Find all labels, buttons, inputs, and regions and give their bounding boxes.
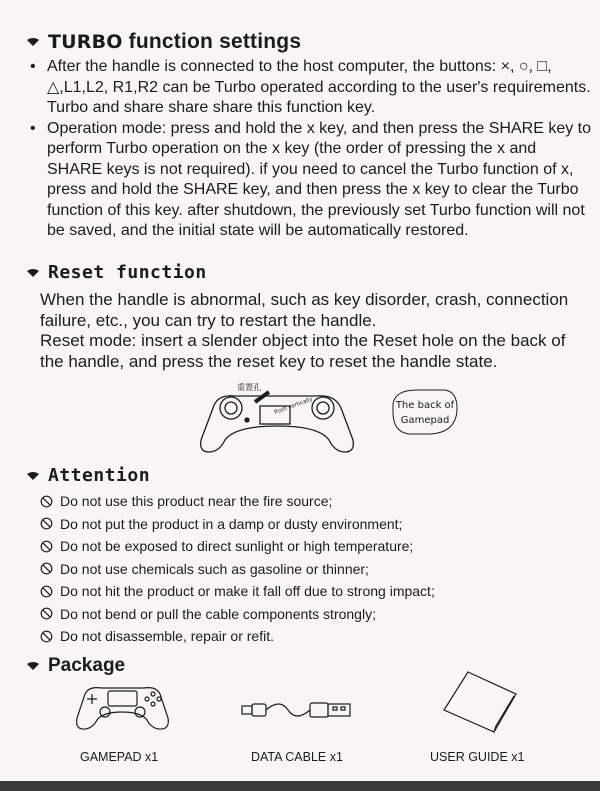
- attention-item-text: Do not put the product in a damp or dusty environment;: [60, 515, 403, 532]
- gamepad-back-diagram: [195, 378, 485, 458]
- prohibited-icon: [40, 585, 53, 598]
- bullet-dot: •: [30, 58, 36, 75]
- reset-heading-text: Reset function: [48, 262, 207, 283]
- bullet-dot: •: [30, 119, 36, 137]
- attention-item-text: Do not bend or pull the cable components strongly;: [60, 605, 376, 622]
- prohibited-icon: [40, 607, 53, 620]
- attention-list: [40, 490, 435, 648]
- heading-bullet-icon: [26, 268, 40, 278]
- attention-item-text: Do not hit the product or make it fall off due to strong impact;: [60, 583, 435, 599]
- reset-paragraph: Reset mode: insert a slender object into the Reset hole on the back of the handle, and press the reset key to reset the handle state.: [40, 331, 566, 371]
- attention-item-text: Do not use chemicals such as gasoline or thinner;: [60, 560, 369, 577]
- prohibited-icon: [40, 517, 53, 530]
- back-of-gamepad-callout: [393, 390, 457, 434]
- push-vertically-label: Push vertically: [273, 396, 314, 416]
- list-item: [40, 603, 435, 626]
- callout-line-2: Gamepad: [400, 415, 450, 426]
- list-item: [40, 535, 435, 558]
- turbo-heading-caps: TURBO: [48, 31, 123, 53]
- package-item-label: GAMEPAD x1: [80, 750, 159, 764]
- attention-item-text: Do not disassemble, repair or refit.: [60, 628, 274, 644]
- list-item: [40, 625, 435, 648]
- reset-description: [40, 290, 580, 372]
- reset-heading: [26, 262, 207, 283]
- attention-heading-text: Attention: [48, 465, 151, 486]
- package-heading-text: Package: [48, 655, 126, 676]
- package-item-label: DATA CABLE x1: [251, 750, 343, 764]
- turbo-heading: [26, 30, 301, 54]
- prohibited-icon: [40, 562, 53, 575]
- callout-line-1: The back of: [395, 400, 455, 411]
- list-item: [30, 57, 592, 119]
- turbo-bullet-list: [30, 57, 592, 242]
- turbo-bullet-text: Operation mode: press and hold the x key, and then press the SHARE key to perform Turbo operation on the x key (the order of pressing the x and SHARE keys is not required). if you need to cancel the Turbo function of x, press and hold the SHARE key, and then press the x key to clear the Turbo function of this key. after shutdown, the previously set Turbo function will not be saved, and the initial state will be automatically restored.: [47, 119, 592, 239]
- prohibited-icon: [40, 540, 53, 553]
- list-item: [40, 558, 435, 581]
- user-guide-icon: [440, 668, 520, 736]
- package-item-label: USER GUIDE x1: [430, 750, 525, 764]
- prohibited-icon: [40, 495, 53, 508]
- heading-bullet-icon: [26, 37, 40, 47]
- heading-bullet-icon: [26, 471, 40, 481]
- list-item: [40, 490, 435, 513]
- attention-item-text: Do not use this product near the fire source;: [60, 493, 333, 509]
- reset-hole-label: 重置孔: [237, 383, 261, 392]
- list-item: [40, 580, 435, 603]
- heading-bullet-icon: [26, 661, 40, 671]
- prohibited-icon: [40, 630, 53, 643]
- usb-cable-icon: [240, 692, 355, 732]
- reset-paragraph: When the handle is abnormal, such as key disorder, crash, connection failure, etc., you can try to restart the handle.: [40, 290, 569, 330]
- package-heading: [26, 655, 125, 677]
- page-bottom-edge: [0, 781, 600, 791]
- list-item: [30, 119, 592, 242]
- list-item: [40, 513, 435, 536]
- attention-item-text: Do not be exposed to direct sunlight or high temperature;: [60, 538, 414, 554]
- gamepad-icon: [75, 682, 170, 732]
- gamepad-back-icon: [201, 392, 354, 452]
- turbo-heading-rest: function settings: [128, 30, 302, 53]
- attention-heading: [26, 465, 150, 486]
- turbo-bullet-text: After the handle is connected to the host computer, the buttons: ×, ○, □, △,L1,L2, R1,R2 can be Turbo operated according to the user's requirements. Turbo and share share share this function key.: [47, 58, 591, 116]
